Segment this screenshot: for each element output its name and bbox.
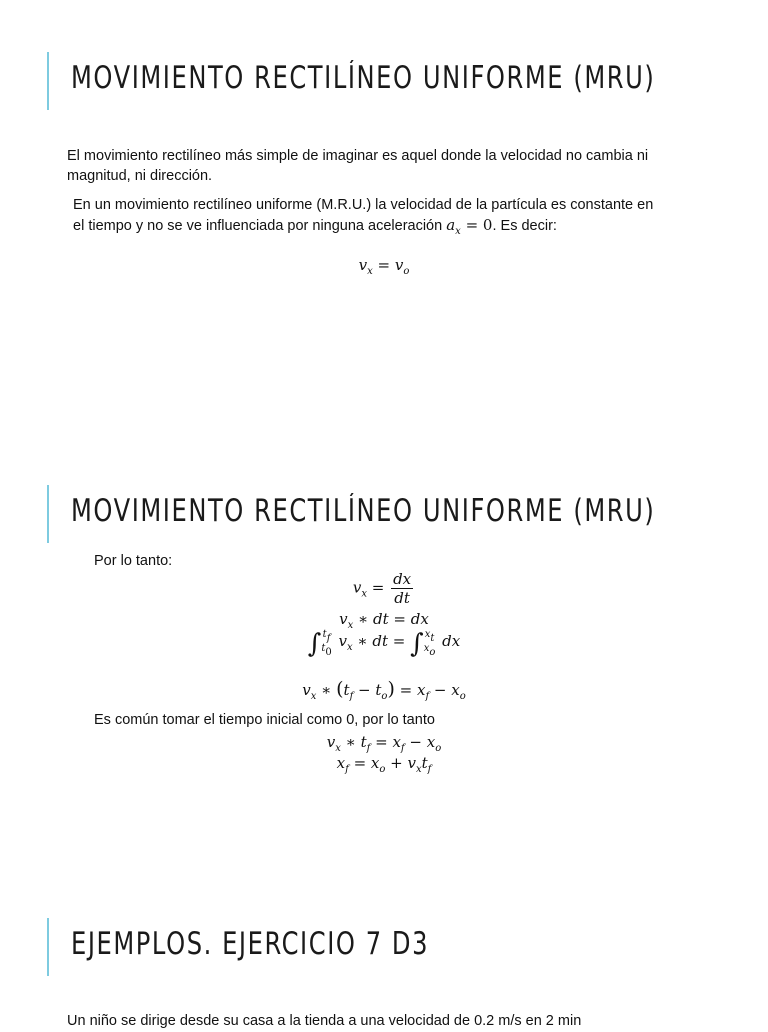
slide-2-intro: Por lo tanto: (94, 553, 173, 569)
slide-3-title: EJEMPLOS. EJERCICIO 7 D3 (71, 926, 430, 962)
slide-2-note: Es común tomar el tiempo inicial como 0, por lo tanto (94, 712, 435, 728)
slide-2-title: MOVIMIENTO RECTILÍNEO UNIFORME (MRU) (71, 493, 656, 529)
equation-final-position: $x_f = x_o + v_xt_f$ (336, 754, 432, 775)
title-accent-bar (47, 918, 49, 976)
slide-1-paragraph-2: En un movimiento rectilíneo uniforme (M.R.U.) la velocidad de la partícula es constante en el tiempo y no se ve influenciada por ninguna aceleración $a_x = 0$. Es decir: (73, 197, 654, 237)
equation-integral: ∫ $t_f$ $t_0$ $v_x$ ∗ dt = ∫ $x_t$ $x_o$ dx (307, 629, 461, 659)
slide-3-problem: Un niño se dirige desde su casa a la tienda a una velocidad de 0.2 m/s en 2 min (67, 1013, 582, 1029)
equation-velocity-derivative: $v_x$ = $\frac{dx}{dt}$ (352, 570, 412, 607)
equation-vx-dt-equals-dx: $v_x$ ∗ dt = dx (339, 610, 429, 631)
equation-vx-tf: $v_x$ ∗ $t_f = x_f - x_o$ (326, 733, 442, 754)
slide-1-paragraph-1: El movimiento rectilíneo más simple de imaginar es aquel donde la velocidad no cambia ni magnitud, ni dirección. (67, 148, 649, 184)
slide-1-title: MOVIMIENTO RECTILÍNEO UNIFORME (MRU) (71, 60, 656, 96)
equation-vx-equals-vo: $v_x = v_o$ (358, 256, 410, 277)
equation-integrated-result: $v_x$ ∗ $(t_f - t_o) = x_f - x_o$ (302, 678, 466, 702)
acceleration-formula: $a_x = 0$ (446, 215, 493, 237)
